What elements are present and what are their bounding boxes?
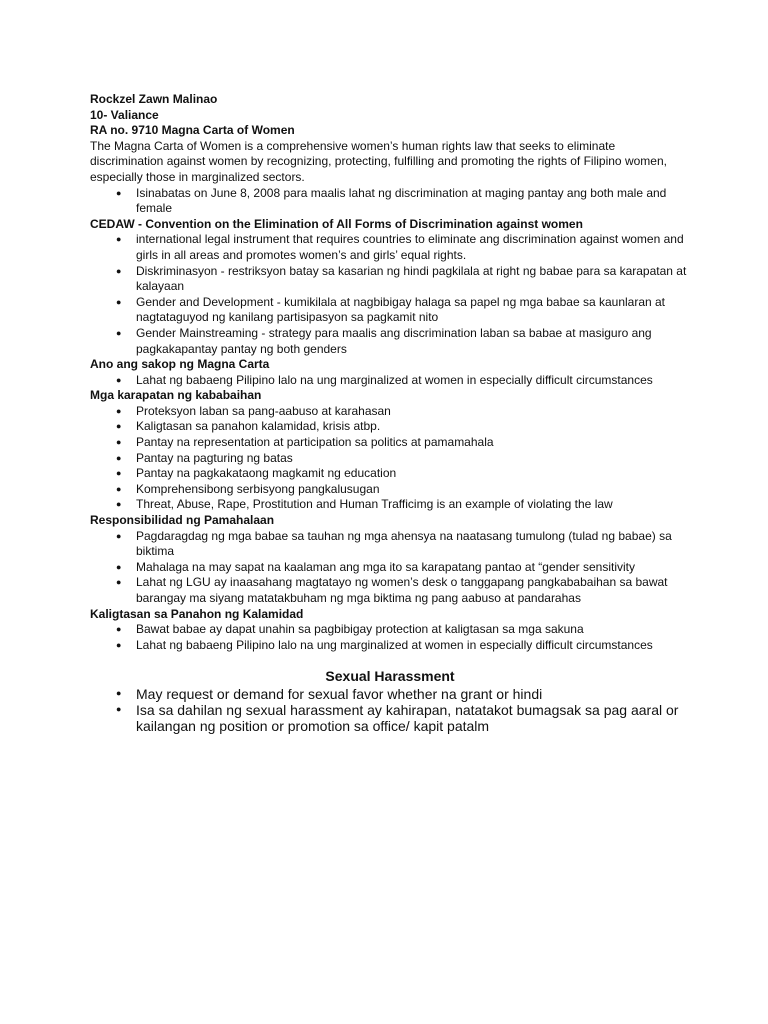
bullet-icon: ● — [116, 452, 122, 463]
bullet-icon: ● — [116, 530, 122, 541]
section-heading: Kaligtasan sa Panahon ng Kalamidad — [90, 606, 304, 621]
bullet-icon: ● — [116, 437, 122, 448]
section-heading: CEDAW - Convention on the Elimination of All Forms of Discrimination against women — [90, 216, 583, 231]
list-item: ● Proteksyon laban sa pang-aabuso at karahasan — [116, 403, 391, 418]
bullet-icon: ● — [116, 624, 122, 635]
bullet-icon: ● — [116, 296, 122, 307]
bullet-icon: ● — [116, 187, 122, 198]
karapatan-bullet-list — [90, 404, 690, 513]
section-heading: Ano ang sakop ng Magna Carta — [90, 357, 270, 372]
bullet-icon: ● — [116, 327, 122, 338]
list-item: ● May request or demand for sexual favor whether na grant or hindi — [116, 686, 543, 703]
bullet-icon: ● — [116, 234, 122, 245]
karapatan-section — [90, 388, 690, 513]
section-heading: Responsibilidad ng Pamahalaan — [90, 513, 275, 528]
list-item: ● Lahat ng babaeng Pilipino lalo na ung marginalized at women in especially difficult circumstances — [116, 372, 653, 387]
bullet-icon: ● — [116, 499, 122, 510]
list-item: ● Kaligtasan sa panahon kalamidad, krisis atbp. — [116, 419, 381, 434]
document-title: RA no. 9710 Magna Carta of Women — [90, 123, 295, 138]
harassment-bullet-list — [90, 686, 690, 734]
list-item: ● Mahalaga na may sapat na kaalaman ang mga ito sa karapatang pantao at “gender sensitivity — [116, 559, 635, 574]
list-item: ● Threat, Abuse, Rape, Prostitution and Human Trafficimg is an example of violating the law — [116, 497, 613, 512]
list-item: ● Diskriminasyon - restriksyon batay sa kasarian ng hindi pagkilala at right ng babae para sa karapatan at kalayaan — [116, 263, 687, 294]
list-item: ● Isa sa dahilan ng sexual harassment ay kahirapan, natatakot bumagsak sa pag aaral or kailangan ng position or promotion sa office/ kapit patalm — [116, 702, 679, 735]
bullet-icon: ● — [116, 561, 122, 572]
bullet-icon: ● — [116, 374, 122, 385]
document-page — [90, 92, 690, 734]
list-item: ● Pantay na representation at participation sa politics at pamamahala — [116, 435, 494, 450]
bullet-icon: ● — [116, 265, 122, 276]
list-item: ● Gender and Development - kumikilala at nagbibigay halaga sa papel ng mga babae sa kaunlaran at nagtataguyod ng kanilang partisipasyon sa pagkamit nito — [116, 294, 666, 325]
bullet-icon: ● — [116, 639, 122, 650]
kaligtasan-section — [90, 607, 690, 654]
harassment-section — [90, 667, 690, 734]
section-heading: Sexual Harassment — [325, 668, 455, 685]
list-item: ● Gender Mainstreaming - strategy para maalis ang discrimination laban sa babae at masiguro ang pagkakapantay pantay ng both genders — [116, 325, 652, 356]
intro-bullet-list — [90, 186, 690, 217]
section-heading: Mga karapatan ng kababaihan — [90, 388, 262, 403]
bullet-icon: ● — [116, 688, 122, 699]
list-item: ● international legal instrument that requires countries to eliminate ang discrimination against women and girls in all areas and promotes women’s and girls’ equal rights. — [116, 232, 684, 262]
bullet-icon: ● — [116, 468, 122, 479]
bullet-icon: ● — [116, 577, 122, 588]
cedaw-bullet-list — [90, 232, 690, 357]
responsibilidad-section — [90, 513, 690, 607]
bullet-icon: ● — [116, 405, 122, 416]
sakop-section — [90, 357, 690, 388]
list-item: ● Pantay na pagturing ng batas — [116, 450, 293, 465]
list-item: ● Komprehensibong serbisyong pangkalusugan — [116, 481, 380, 496]
class-section: 10- Valiance — [90, 107, 159, 122]
list-item: ● Bawat babae ay dapat unahin sa pagbibigay protection at kaligtasan sa mga sakuna — [116, 622, 584, 637]
list-item: ● Pagdaragdag ng mga babae sa tauhan ng mga ahensya na naatasang tumulong (tulad ng babae) sa biktima — [116, 528, 672, 559]
cedaw-section — [90, 217, 690, 357]
bullet-icon: ● — [116, 421, 122, 432]
author-name: Rockzel Zawn Malinao — [90, 92, 218, 106]
list-item: ● Lahat ng LGU ay inaasahang magtatayo ng women’s desk o tanggapang pangkababaihan sa bawat barangay ma siyang matatakbuham ng mga biktima ng pang aabuso at pandarahas — [116, 575, 668, 605]
list-item: ● Isinabatas on June 8, 2008 para maalis lahat ng discrimination at maging pantay ang both male and female — [116, 185, 667, 216]
responsibilidad-bullet-list — [90, 529, 690, 607]
kaligtasan-bullet-list — [90, 622, 690, 653]
document-header — [90, 92, 690, 139]
intro-paragraph: The Magna Carta of Women is a comprehensive women’s human rights law that seeks to eliminate discrimination against women by recognizing, protecting, fulfilling and promoting the rights of Filipino women, especially those in marginalized sectors. — [90, 138, 667, 184]
sakop-bullet-list — [90, 373, 690, 389]
bullet-icon: ● — [116, 483, 122, 494]
list-item: ● Lahat ng babaeng Pilipino lalo na ung marginalized at women in especially difficult circumstances — [116, 637, 653, 652]
bullet-icon: ● — [116, 704, 122, 715]
list-item: ● Pantay na pagkakataong magkamit ng education — [116, 466, 397, 481]
